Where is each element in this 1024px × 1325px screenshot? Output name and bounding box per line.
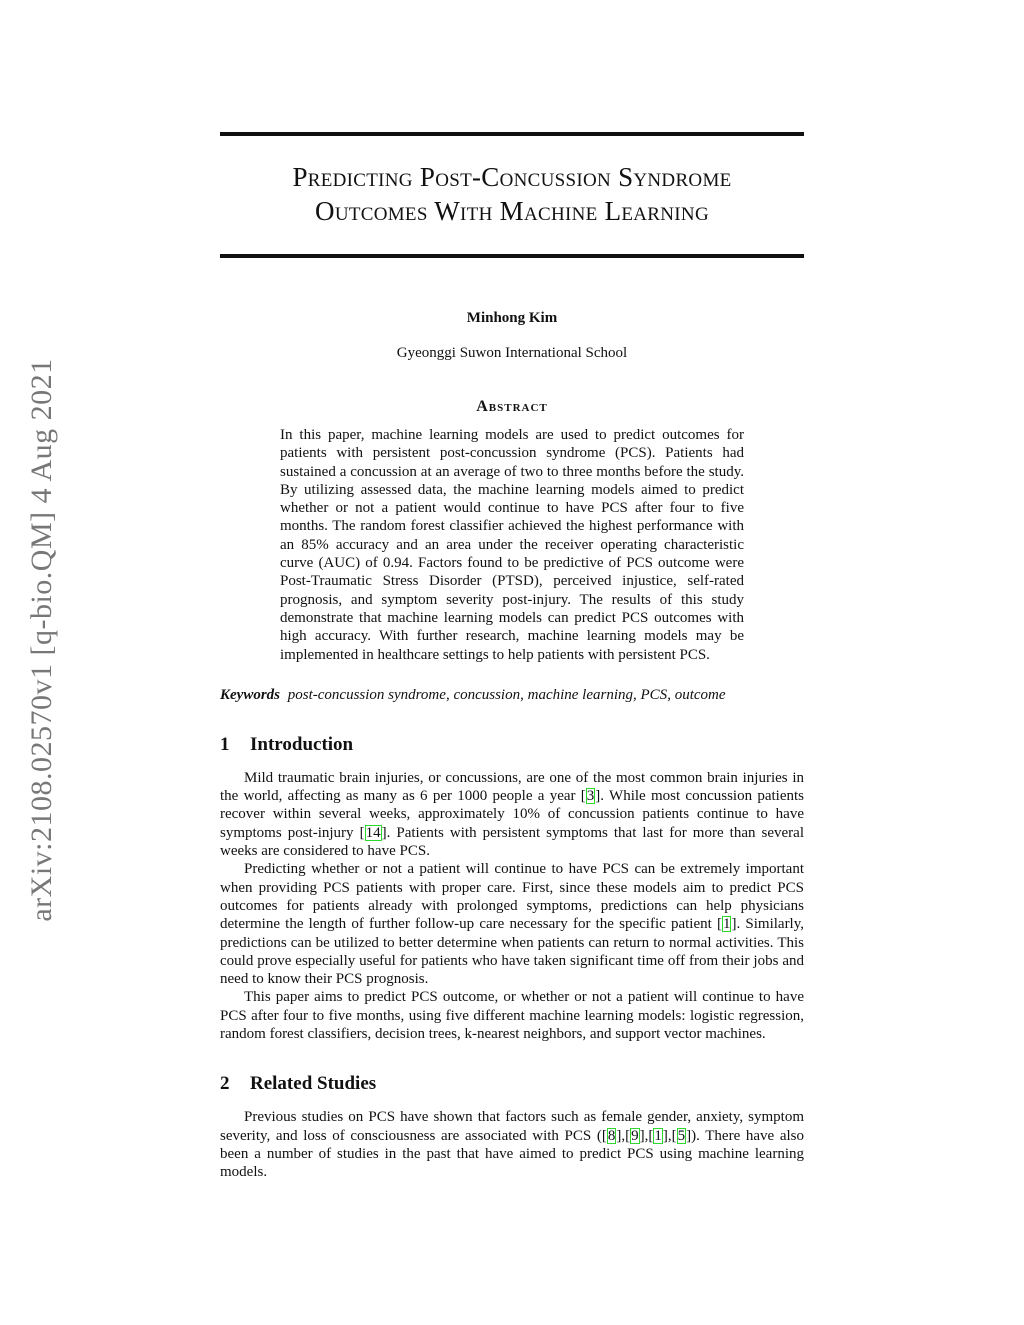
- section-number: 2: [220, 1073, 230, 1095]
- paragraph: [220, 988, 804, 1043]
- paragraph: [220, 1108, 804, 1181]
- citation-link[interactable]: 9: [631, 1127, 639, 1144]
- citation-link[interactable]: 1: [722, 916, 731, 933]
- keyword-list: post-concussion syndrome, concussion, machine learning, PCS, outcome: [287, 686, 726, 703]
- text-run: This paper aims to predict PCS outcome, or whether or not a patient will continue to have PCS after four to five months, using five different machine learning models: logistic regression, random forest classifiers, decision trees, k-nearest neighbors, and support vector machines.: [220, 989, 804, 1043]
- title-rule-top: [220, 132, 804, 136]
- citation-link[interactable]: 3: [586, 788, 595, 805]
- text-run: ]. Similarly, predictions can be utilized to better determine when patients can return to normal activities. This could prove especially useful for patients who have taken significant time off from their jobs and need to know their PCS prognosis.: [220, 916, 805, 988]
- text-run: Mild traumatic brain injuries, or concussions, are one of the most common brain injuries in the world, affecting as many as 6 per 1000 people a year [: [220, 769, 804, 805]
- keyword: concussion: [453, 686, 521, 703]
- author-name: Minhong Kim: [466, 310, 558, 326]
- section-number: 1: [220, 733, 230, 755]
- keyword: machine learning: [527, 686, 634, 703]
- paragraph: [220, 860, 804, 988]
- section-title: Introduction: [250, 733, 354, 755]
- text-run: Predicting whether or not a patient will continue to have PCS can be extremely important when providing PCS patients with proper care. First, since these models aim to predict PCS outcomes for patients already with prolonged symptoms, predictions can help physicians determine the length of further follow-up care necessary for the specific patient [: [220, 861, 804, 933]
- text-run: Previous studies on PCS have shown that factors such as female gender, anxiety, symptom severity, and loss of consciousness are associated with PCS ([: [220, 1109, 804, 1144]
- abstract-heading: Abstract: [476, 398, 548, 415]
- keywords-line: [220, 686, 804, 704]
- citation-link[interactable]: 5: [677, 1127, 686, 1144]
- text-run: ]. Patients with persistent symptoms that last for more than several weeks are considered to have PCS.: [220, 824, 804, 860]
- section-related-studies: [220, 1073, 804, 1181]
- keywords-label: Keywords: [220, 686, 280, 703]
- citation-link[interactable]: 1: [654, 1127, 662, 1144]
- keyword: PCS: [640, 686, 668, 703]
- text-run: ],[: [616, 1127, 631, 1144]
- paper-title-line-2: Outcomes With Machine Learning: [315, 196, 709, 226]
- section-title: Related Studies: [250, 1073, 377, 1095]
- paper-page: [220, 0, 804, 1182]
- citation-link[interactable]: 8: [607, 1127, 616, 1144]
- abstract-body: In this paper, machine learning models are used to predict outcomes for patients with persistent post-concussion syndrome (PCS). Patients had sustained a concussion at an average of two to three months before the study. By utilizing assessed data, the machine learning models aimed to predict whether or not a patient would continue to have PCS after four to five months. The random forest classifier achieved the highest performance with an 85% accuracy and an area under the receiver operating characteristic curve (AUC) of 0.94. Factors found to be predictive of PCS outcome were Post-Traumatic Stress Disorder (PTSD), perceived injustice, self-rated prognosis, and symptom severity post-injury. The results of this study demonstrate that machine learning models can predict PCS outcomes with high accuracy. With further research, machine learning models may be implemented in healthcare settings to help patients with persistent PCS.: [280, 427, 744, 663]
- text-run: ]. While most concussion patients recover within several weeks, approximately 10% of concussion patients continue to have symptoms post-injury [: [220, 788, 804, 841]
- section-heading: [220, 734, 804, 756]
- citation-link[interactable]: 14: [365, 824, 381, 841]
- section-heading: [220, 1073, 804, 1095]
- keyword: post-concussion syndrome: [287, 686, 446, 703]
- text-run: ]). There have also been a number of studies in the past that have aimed to predict PCS using machine learning models.: [220, 1127, 805, 1181]
- keyword: outcome: [674, 686, 726, 703]
- paper-title: [220, 160, 804, 228]
- paragraph: [220, 769, 804, 860]
- section-introduction: [220, 734, 804, 1043]
- author-affiliation: Gyeonggi Suwon International School: [396, 345, 628, 361]
- title-rule-bottom: [220, 254, 804, 258]
- arxiv-identifier-stamp: arXiv:2108.02570v1 [q-bio.QM] 4 Aug 2021: [25, 358, 58, 922]
- paper-title-line-1: Predicting Post-Concussion Syndrome: [292, 162, 732, 192]
- text-run: ],[: [662, 1127, 677, 1144]
- text-run: ],[: [639, 1127, 654, 1144]
